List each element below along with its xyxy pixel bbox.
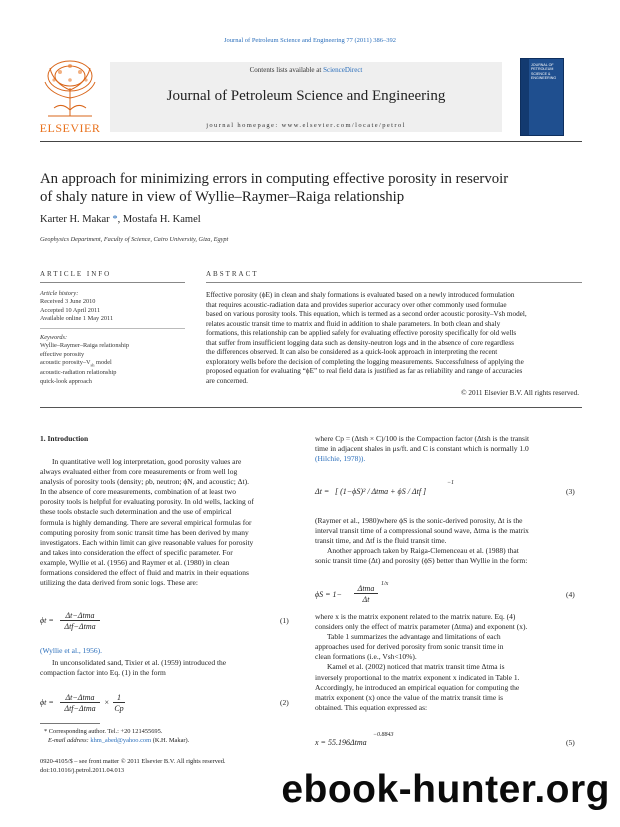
footnote-rule: [40, 723, 100, 724]
body-line: Accordingly, he introduced an empirical equation for computing the: [315, 682, 520, 692]
body-line: clean formations (i.e., Vsh<10%).: [315, 652, 417, 662]
equation-4-number: (4): [566, 590, 575, 599]
equation-4-numerator: Δtma: [354, 584, 378, 594]
author-1: Karter H. Makar: [40, 214, 110, 225]
body-line: utilizing the data derived from sonic logs. These are:: [40, 578, 198, 588]
abstract-line: that requires acoustic-radiation data and provides superior accuracy over other commonly used formulae: [206, 300, 507, 309]
equation-4-exponent: 1/x: [381, 581, 389, 587]
body-line: matrix exponent (x) once the value of the matrix transit time is: [315, 692, 504, 702]
keyword: acoustic-radiation relationship: [40, 369, 117, 377]
body-line: time in adjacent shales in μs/ft. and C is constant which is normally 1.0: [315, 444, 529, 454]
intro-paragraph: [40, 457, 297, 588]
body-line: transit time, and Δtf is the fluid transit time.: [315, 536, 447, 546]
body-line: compaction factor into Eq. (1) in the form: [40, 668, 166, 678]
equation-3-lhs: Δt =: [315, 487, 330, 496]
elsevier-tree-logo-icon: [40, 58, 100, 120]
equation-1-number: (1): [280, 616, 289, 625]
keyword: effective porosity: [40, 350, 85, 358]
body-line: investigators. Each within limit can give reasonable values for porosity: [40, 537, 254, 547]
matrix-exponent-paragraph: [315, 612, 582, 713]
paper-title-line2: of shaly nature in view of Wyllie–Raymer–Raiga relationship: [40, 189, 405, 205]
author-list: [40, 214, 201, 225]
email-link[interactable]: khm_abed@yahoo.com: [90, 737, 152, 744]
body-line: example, Wyllie et al. (1956) and Raymer et al. (1980) in clean: [40, 557, 230, 567]
body-line: Kamel et al. (2002) noticed that matrix transit time Δtma is: [327, 662, 505, 672]
corresponding-author-mark[interactable]: *: [109, 214, 118, 225]
equation-5-exponent: −0.8843: [373, 732, 394, 738]
body-line: approaches used for derived porosity from sonic transit time in: [315, 642, 504, 652]
raymer-paragraph: [315, 516, 582, 566]
footnote-email: E-mail address: khm_abed@yahoo.com (K.H. Makar).: [48, 737, 190, 744]
compaction-factor-paragraph: [315, 434, 582, 464]
body-line: sonic transit time (Δt) and porosity (ϕS) better than Wyllie in the form:: [315, 556, 528, 566]
cover-title: JOURNAL OF PETROLEUM SCIENCE & ENGINEERING: [531, 63, 557, 81]
publisher-name: ELSEVIER: [39, 121, 101, 135]
body-line: interval transit time of a compressional sound wave, Δtma is the matrix: [315, 526, 529, 536]
history-accepted: Accepted 10 April 2011: [40, 306, 101, 314]
history-online: Available online 1 May 2011: [40, 314, 114, 322]
doi-line[interactable]: doi:10.1016/j.petrol.2011.04.013: [40, 767, 125, 774]
section-heading-introduction: 1. Introduction: [40, 434, 89, 443]
abstract-heading: ABSTRACT: [206, 270, 259, 278]
body-line: computing porosity from sonic transit time has been derived by many: [40, 527, 249, 537]
equation-2-numerator: Δt−Δtma: [60, 693, 100, 703]
keywords-list: [40, 334, 180, 386]
keyword: Wyllie–Raymer–Raiga relationship: [40, 342, 129, 350]
contents-prefix: Contents lists available at: [249, 66, 324, 74]
equation-2-denominator-2: Cp: [114, 704, 124, 713]
body-line: In quantitative well log interpretation, good porosity values are: [52, 457, 242, 466]
contents-line: [110, 66, 502, 74]
article-info-heading: ARTICLE INFO: [40, 270, 112, 278]
equation-2-number: (2): [280, 698, 289, 707]
journal-title: Journal of Petroleum Science and Engineering: [166, 88, 446, 104]
body-line: In unconsolidated sand, Tixier et al. (1959) introduced the: [52, 658, 227, 667]
body-line: where Cp = (Δtsh × C)/100 is the Compaction factor (Δtsh is the transit: [315, 434, 530, 443]
body-line: porosity tools is helpful for evaluating porosity. In old wells, lacking of: [40, 497, 254, 507]
keywords-rule: [40, 328, 185, 329]
abstract-line: are concerned.: [206, 376, 248, 385]
abstract-line: relates acoustic transit time to matrix and fluid in addition to shale parameters. In both clean and shaly: [206, 319, 501, 328]
sciencedirect-link[interactable]: ScienceDirect: [323, 66, 363, 74]
keyword: quick-look approach: [40, 377, 92, 385]
body-line: (Raymer et al., 1980)where ϕS is the sonic-derived porosity, Δt is the: [315, 516, 523, 525]
equation-4-denominator: Δt: [362, 595, 370, 604]
equation-2-times: ×: [104, 698, 110, 707]
body-line: and takes into consideration the effect of specific parameter. For: [40, 547, 233, 557]
equation-1-denominator: Δtf−Δtma: [64, 622, 96, 631]
body-line: In the absence of core measurements, combination of at least two: [40, 487, 236, 497]
equation-4-lhs: ϕS = 1−: [315, 590, 342, 599]
article-info-rule: [40, 282, 185, 283]
citation-hilchie[interactable]: (Hilchie, 1978)).: [315, 454, 366, 464]
footnote-corresponding: * Corresponding author. Tel.: +20 121455695.: [44, 728, 163, 735]
author-2: , Mostafa H. Kamel: [117, 214, 201, 225]
paper-title: [40, 170, 580, 206]
affiliation: Geophysics Department, Faculty of Science, Cairo University, Giza, Egypt: [40, 236, 229, 243]
abstract-bottom-rule: [40, 407, 582, 408]
compaction-paragraph: [40, 658, 297, 678]
body-line: these tools obstacle such determination and the use of empirical: [40, 507, 232, 517]
paper-title-line1: An approach for minimizing errors in computing effective porosity in reservoir: [40, 171, 509, 187]
journal-reference[interactable]: Journal of Petroleum Science and Engineering 77 (2011) 386–392: [224, 37, 396, 44]
history-label: Article history:: [40, 290, 79, 297]
header-rule: [40, 141, 582, 142]
journal-homepage[interactable]: journal homepage: www.elsevier.com/locate/petrol: [206, 122, 406, 129]
body-line: Another approach taken by Raiga-Clemenceau et al. (1988) that: [327, 546, 519, 556]
abstract-line: proposed equation for evaluating “ϕE” to real field data is justified as far as reliability and range of accuracies: [206, 367, 523, 376]
journal-cover-thumbnail: [520, 58, 564, 136]
abstract-text: [206, 291, 579, 386]
watermark-text: ebook-hunter.org: [281, 768, 610, 811]
citation-wyllie[interactable]: (Wyllie et al., 1956).: [40, 646, 103, 655]
equation-5-lhs: x = 55.196Δtma: [315, 738, 367, 747]
issn-line: 0920-4105/$ – see front matter © 2011 Elsevier B.V. All rights reserved.: [40, 758, 226, 765]
abstract-line: the differences observed. It can also be considered as a quick-look approach in interpreting the recent: [206, 348, 498, 357]
equation-2-lhs: ϕt =: [40, 698, 54, 707]
body-line: considers only the effect of matrix parameter (Δtma) and exponent (x).: [315, 622, 528, 632]
abstract-line: formations, this relationship can be applied safely for evaluating effective porosity specifically for old wells: [206, 329, 517, 338]
abstract-line: based on various porosity tools. This equation, which is termed as a second order acoustic porosity–Vsh model,: [206, 310, 527, 319]
article-history: [40, 290, 180, 323]
body-line: formula is highly demanding. There are several empirical formulas for: [40, 517, 252, 527]
equation-3-body: [ (1−ϕS)² / Δtma + ϕS / Δtf ]: [335, 487, 427, 496]
equation-1-lhs: ϕt =: [40, 616, 54, 625]
history-received: Received 3 June 2010: [40, 298, 96, 306]
equation-1-numerator: Δt−Δtma: [60, 611, 100, 621]
body-line: where x is the matrix exponent related to the matrix nature. Eq. (4): [315, 612, 516, 621]
body-line: inversely proportional to the matrix exponent x indicated in Table 1.: [315, 672, 520, 682]
keywords-label: Keywords:: [40, 334, 68, 341]
body-line: always evaluated either from core measurements or from well log: [40, 467, 238, 477]
body-line: Table 1 summarizes the advantage and limitations of each: [327, 632, 501, 642]
abstract-line: exploratory wells before the decision of completing the logging measurements. Successfulness of applying the: [206, 357, 524, 366]
equation-3-number: (3): [566, 487, 575, 496]
equation-3-exponent: −1: [447, 480, 455, 486]
abstract-line: that suffer from insufficient logging data such as density-neutron logs and in the absence of core regardless: [206, 338, 514, 347]
equation-2-denominator: Δtf−Δtma: [64, 704, 96, 713]
keyword: acoustic porosity–$V_{sh}$ model: [40, 358, 112, 368]
cover-band: [521, 59, 529, 135]
copyright-notice: © 2011 Elsevier B.V. All rights reserved.: [461, 389, 579, 397]
body-line: analysis of porosity tools (density; ρb, neutron; ϕN, and acoustic; Δt).: [40, 477, 249, 487]
abstract-line: Effective porosity (ϕE) in clean and shaly formations is evaluated based on a newly introduced formulation: [206, 291, 515, 299]
body-line: formations considered the effect of fluid and matrix in their equations: [40, 568, 249, 578]
equation-2-numerator-2: 1: [113, 693, 125, 703]
body-line: obtained. This equation expressed as:: [315, 702, 428, 712]
abstract-rule: [206, 282, 582, 283]
equation-5-number: (5): [566, 738, 575, 747]
